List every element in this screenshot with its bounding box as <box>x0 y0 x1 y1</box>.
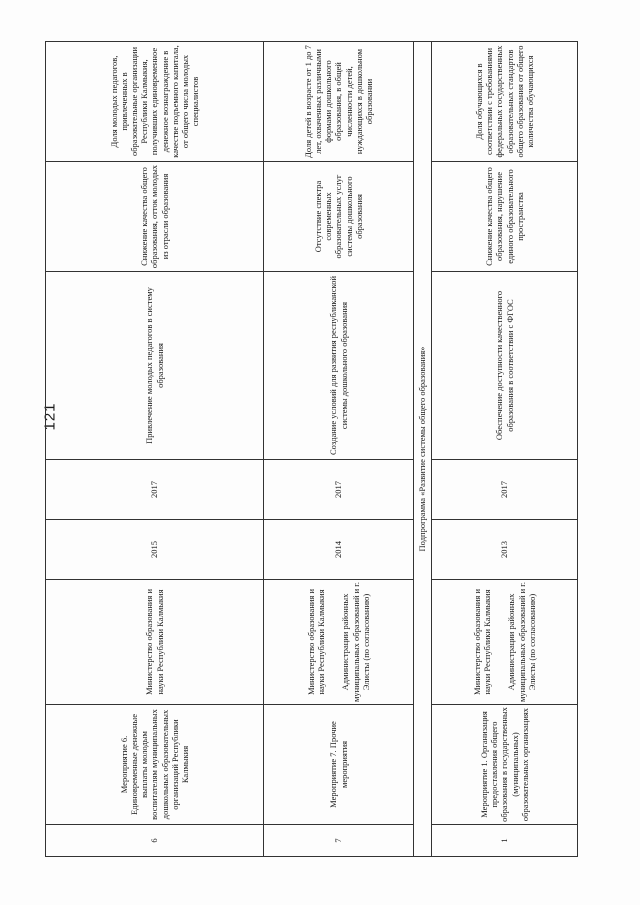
start-year-cell: 2015 <box>46 520 264 580</box>
executor-text: Министерство образования и науки Республики Калмыкия <box>144 588 165 696</box>
result-cell: Создание условий для развития республиканской системы дошкольного образования <box>264 272 414 460</box>
table-row <box>46 42 264 857</box>
risk-cell: Отсутствие спектра современных образовательных услуг системы дошкольного образования <box>264 162 414 272</box>
executor-text: Министерство образования и науки Республики Калмыкия <box>306 588 327 696</box>
result-cell: Обеспечение доступности качественного образования в соответствии с ФГОС <box>432 272 578 460</box>
start-year-cell: 2013 <box>432 520 578 580</box>
indicator-cell: Доля молодых педагогов, привлеченных в образовательные организации Республики Калмыкия, получивших единовременное денежное вознаграждение в качестве подъемного капитала, от общего числа молодых специалистов <box>46 42 264 162</box>
page-number: 121 <box>41 402 59 431</box>
indicator-cell: Доля детей в возрасте от 1 до 7 лет, охваченных различными формами дошкольного образования, в общей численности детей, нуждающихся в дошкольном образовании <box>264 42 414 162</box>
event-cell: Мероприятие 7. Прочие мероприятия <box>264 705 414 825</box>
row-number: 1 <box>432 825 578 857</box>
executor-cell <box>264 580 414 705</box>
start-year-cell: 2014 <box>264 520 414 580</box>
executor-cell <box>46 580 264 705</box>
table-row <box>264 42 414 857</box>
result-cell: Привлечение молодых педагогов в систему образования <box>46 272 264 460</box>
row-number: 7 <box>264 825 414 857</box>
risk-cell: Снижение качества общего образования, нарушение единого образовательного пространства <box>432 162 578 272</box>
event-cell: Мероприятие 6. Единовременные денежные выплаты молодым воспитателям муниципальных дошкольных образовательных организаций Республики Калмыкия <box>46 705 264 825</box>
risk-cell: Снижение качества общего образования, отток молодых из отрасли образования <box>46 162 264 272</box>
subprogram-title: Подпрограмма «Развитие системы общего образования» <box>414 42 432 857</box>
row-number: 6 <box>46 825 264 857</box>
indicator-cell: Доля обучающихся в соответствии с требованиями федеральных государственных образовательных стандартов общего образования от общего количества обучающихся <box>432 42 578 162</box>
executor-cell <box>432 580 578 705</box>
end-year-cell: 2017 <box>264 460 414 520</box>
subprogram-row <box>414 42 432 857</box>
end-year-cell: 2017 <box>432 460 578 520</box>
end-year-cell: 2017 <box>46 460 264 520</box>
table-row <box>432 42 578 857</box>
program-table <box>45 41 578 857</box>
executor-text-2: Администрации районных муниципальных образований и г. Элисты (по согласованию) <box>340 582 371 702</box>
event-cell: Мероприятие 1. Организация предоставления общего образования в государственных (муниципальных) образовательных организациях <box>432 705 578 825</box>
executor-text: Министерство образования и науки Республики Калмыкия <box>472 588 493 696</box>
executor-text-2: Администрации районных муниципальных образований и г. Элисты (по согласованию) <box>506 582 537 702</box>
